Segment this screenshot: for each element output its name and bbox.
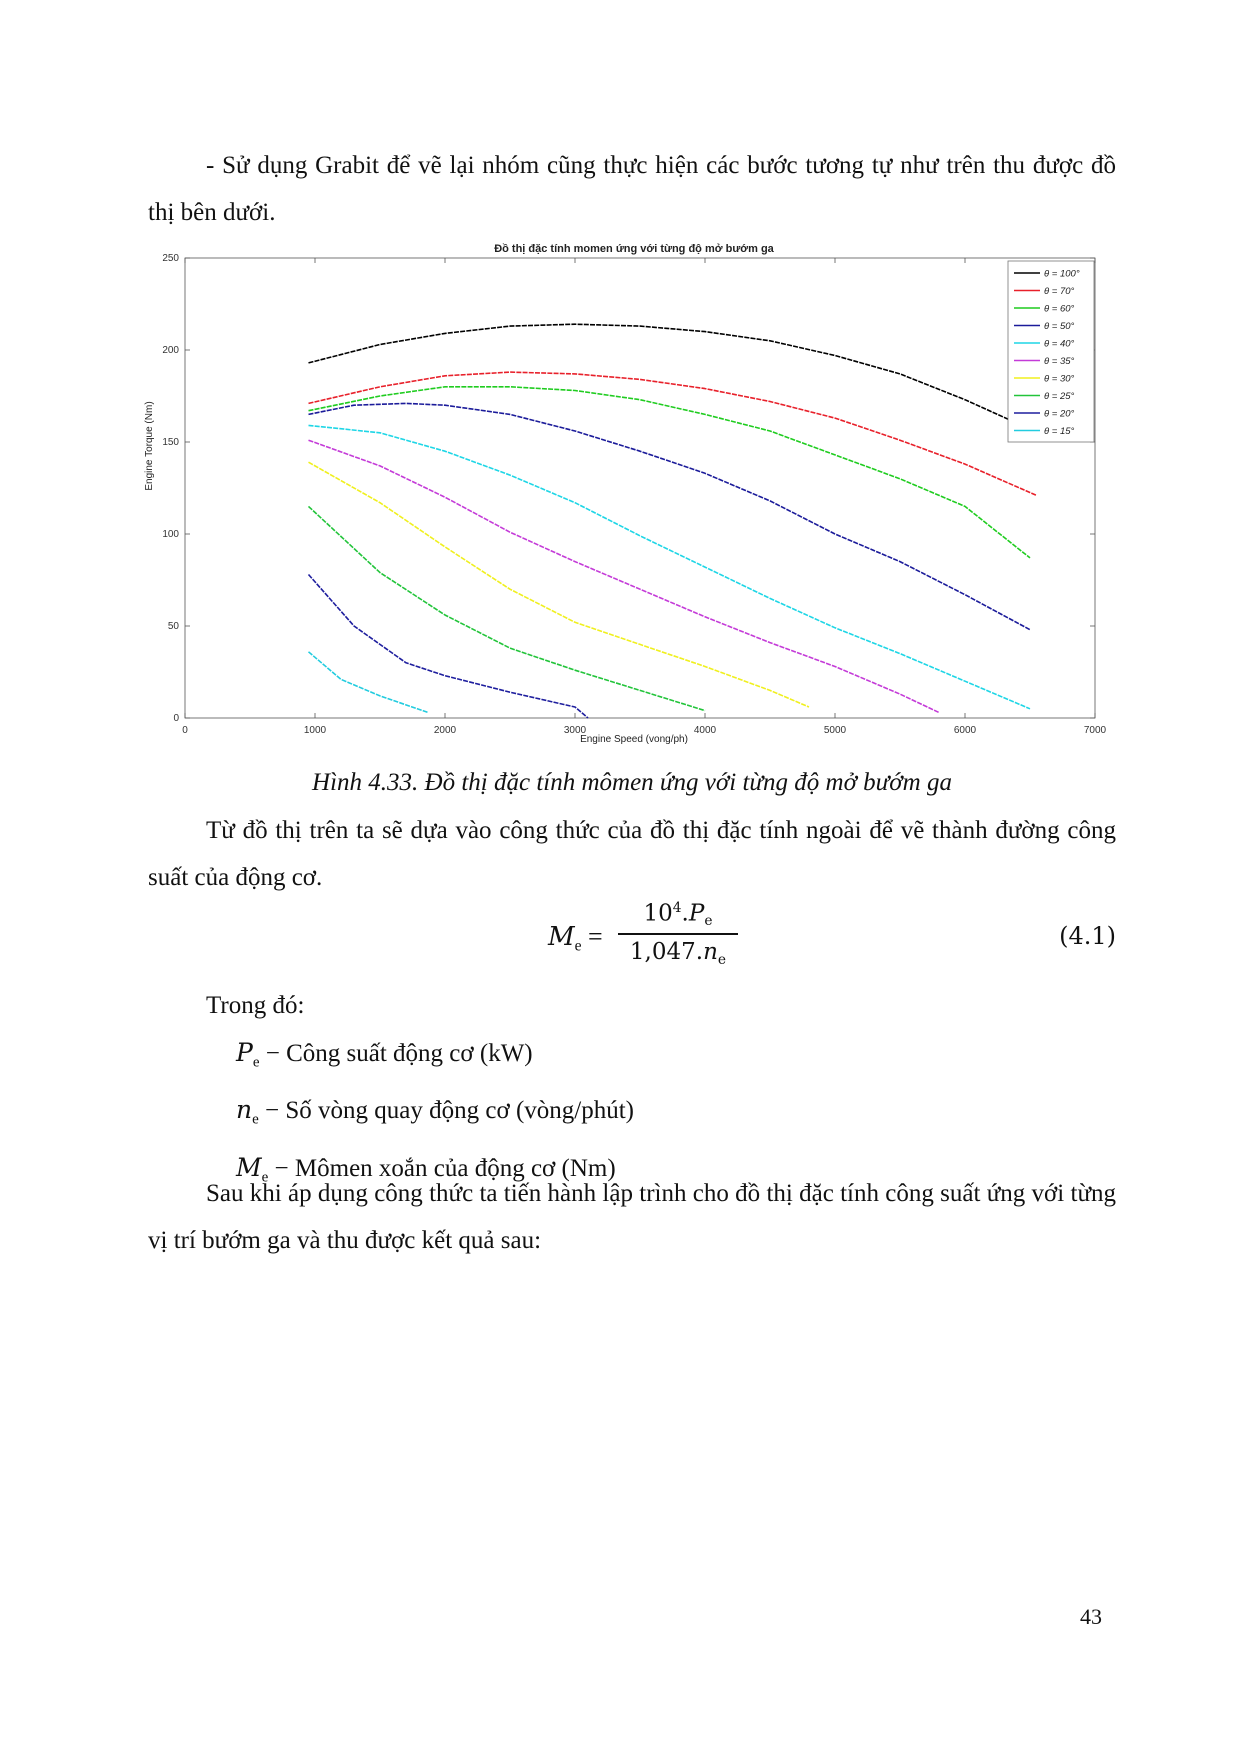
series-line [309,462,810,707]
legend-label: θ = 30° [1044,373,1075,385]
eq-den-var: n [703,939,718,966]
x-tick-label: 4000 [693,725,717,736]
legend-label: θ = 20° [1044,408,1075,420]
y-tick-label: 150 [162,437,179,448]
equation-denominator [618,935,738,968]
legend-label: θ = 50° [1044,321,1075,332]
series-line [309,506,706,710]
eq-num-var: P [688,900,705,927]
equation-fraction [618,900,738,968]
series-line [309,440,940,712]
def-sub: e [261,1168,269,1185]
eq-lhs-symbol: M [548,922,575,952]
eq-den-sub: e [717,951,727,968]
y-axis-label: Engine Torque (Nm) [144,401,155,491]
eq-num-sub: e [704,913,713,930]
x-tick-label: 1000 [303,725,327,736]
def-text: Mômen xoắn của động cơ (Nm) [294,1154,616,1182]
plot-frame [185,258,1095,718]
eq-den-sep: . [695,939,704,966]
eq-num-exp: 4 [672,900,682,916]
eq-lhs-sub: e [574,937,582,955]
def-symbol: P [236,1038,253,1067]
legend-label: θ = 15° [1044,426,1075,437]
series-line [309,372,1037,495]
y-tick-label: 100 [162,529,179,540]
y-tick-label: 50 [167,621,179,632]
legend-label: θ = 40° [1044,338,1075,350]
def-sub: e [252,1054,260,1071]
y-tick-label: 0 [173,713,179,724]
equation-lhs: $M_e$ = [548,922,603,955]
equation-number: (4.1) [1059,922,1116,950]
definition-item: $M_e$ − Mômen xoắn của động cơ (Nm) [236,1152,616,1185]
def-text: Công suất động cơ (kW) [286,1040,533,1067]
equation-4-1 [148,900,1116,980]
eq-num-coef: 10 [643,900,673,927]
legend-label: θ = 100° [1044,268,1080,280]
series-line [309,652,429,713]
y-tick-label: 250 [162,253,179,264]
legend-label: θ = 70° [1044,286,1075,297]
legend-label: θ = 25° [1044,391,1075,402]
series-lines [309,324,1037,718]
def-symbol: n [236,1095,253,1125]
torque-chart [140,238,1130,758]
definition-item: $P_e$ − Công suất động cơ (kW) [236,1038,533,1071]
chart-title: Đồ thị đặc tính momen ứng với từng độ mở bướm ga [494,243,774,255]
x-tick-label: 7000 [1083,725,1107,736]
x-tick-label: 5000 [823,725,847,736]
series-line [309,387,1031,558]
where-label: Trong đó: [206,992,305,1019]
definition-item: $n_e$ − Số vòng quay động cơ (vòng/phút) [236,1095,634,1128]
x-tick-label: 3000 [563,725,587,736]
y-tick-label: 200 [162,345,179,356]
x-tick-label: 0 [182,725,188,736]
series-line [309,575,589,719]
paragraph-programming: Sau khi áp dụng công thức ta tiến hành lập trình cho đồ thị đặc tính công suất ứng với từng vị trí bướm ga và thu được kết quả sau: [148,1180,1116,1254]
eq-num-sep: . [681,900,689,927]
x-tick-label: 2000 [433,725,457,736]
equation-numerator [618,900,738,935]
figure-caption: Hình 4.33. Đồ thị đặc tính mômen ứng với từng độ mở bướm ga [312,769,952,796]
legend-label: θ = 35° [1044,356,1075,367]
legend [1008,261,1094,442]
paragraph-power-curve: Từ đồ thị trên ta sẽ dựa vào công thức của đồ thị đặc tính ngoài để vẽ thành đường công suất của động cơ. [148,817,1116,891]
series-line [309,324,1031,429]
legend-label: θ = 60° [1044,303,1075,315]
x-axis-label: Engine Speed (vong/ph) [580,734,688,745]
intro-paragraph: - Sử dụng Grabit để vẽ lại nhóm cũng thực hiện các bước tương tự như trên thu được đồ thị bên dưới. [148,152,1116,226]
page-number: 43 [1080,1604,1102,1629]
def-symbol: M [236,1152,262,1182]
def-text: Số vòng quay động cơ (vòng/phút) [285,1097,634,1125]
x-tick-label: 6000 [953,725,977,736]
def-sub: e [252,1111,259,1128]
eq-den-coef: 1,047 [629,939,696,966]
